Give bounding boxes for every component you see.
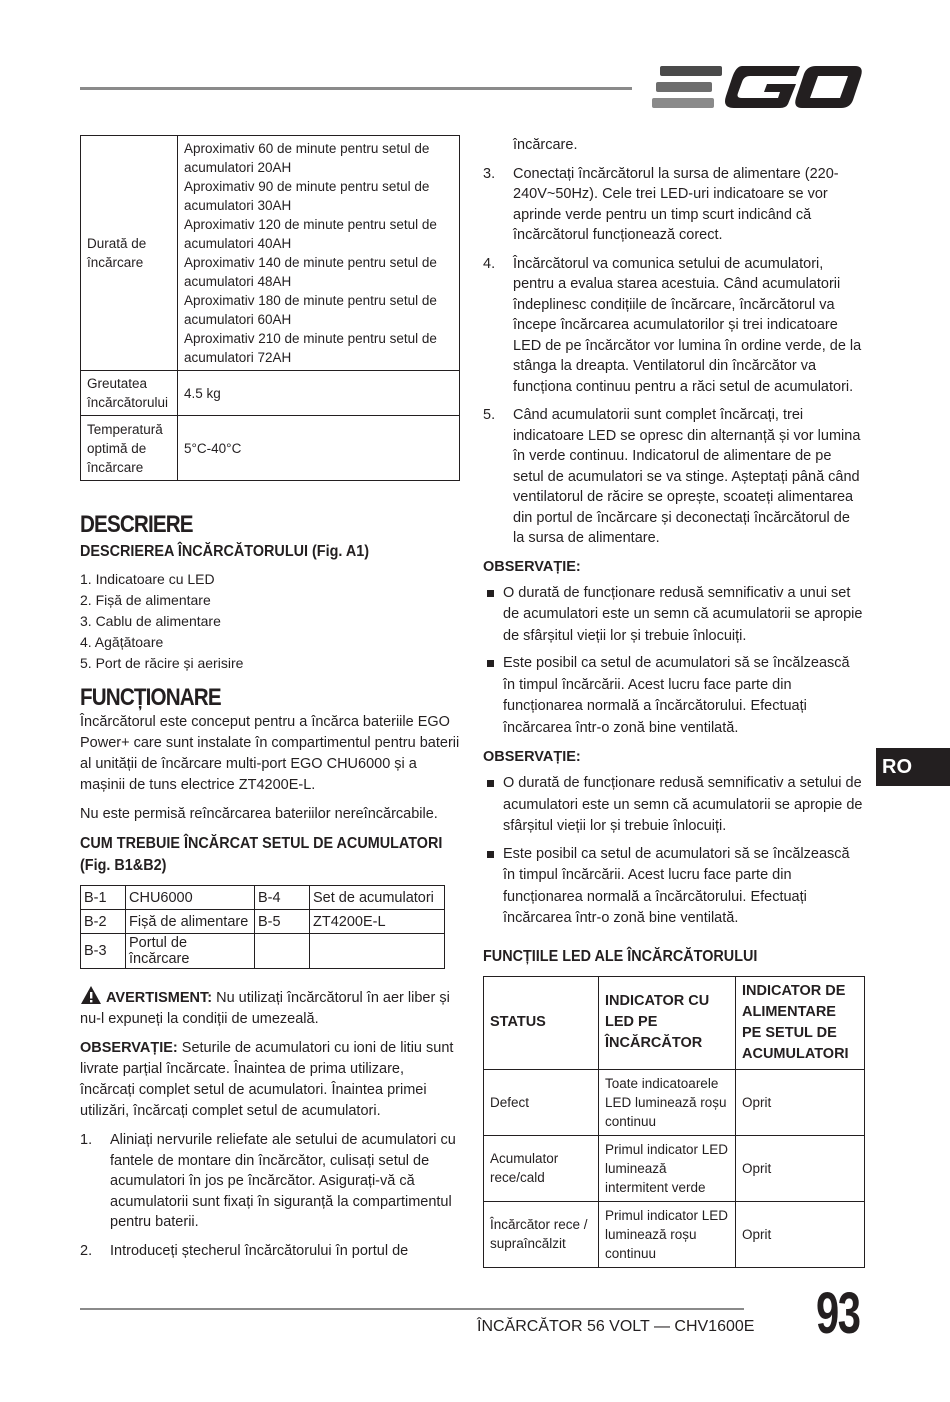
table-cell: Set de acumulatori xyxy=(310,886,445,910)
bullet-square-icon xyxy=(487,851,494,858)
steps-list-right xyxy=(483,135,865,549)
bullet-text: O durată de funcționare redusă semnificativ a setului de acumulatori este un semn că acumulatorii se apropie de sfârșitul vieții lor și trebuie înlocuiți. xyxy=(503,775,863,834)
warning-text: Nu utilizați încărcătorul în aer liber și nu-l expuneți la condiții de umezeală. xyxy=(80,990,450,1027)
page-number: 93 xyxy=(816,1281,860,1346)
section-heading-descriere: DESCRIERE xyxy=(80,511,193,538)
table-row xyxy=(81,416,460,481)
header-rule xyxy=(80,87,632,90)
led-section-heading: FUNCȚIILE LED ALE ÎNCĂRCĂTORULUI xyxy=(483,947,758,965)
list-item xyxy=(483,653,865,739)
language-tab: RO xyxy=(876,748,950,786)
list-item xyxy=(483,583,865,648)
spec-line: Aproximativ 60 de minute pentru setul de xyxy=(184,141,430,156)
steps-list-left xyxy=(80,1130,462,1261)
bullet-text: Este posibil ca setul de acumulatori să se încălzească în timpul încărcării. Acest lucru face parte din funcționarea normală a încărcătorului. Efectuați încărcarea într-o zonă bine ventilată. xyxy=(503,655,850,736)
spec-label: Temperatură optimă de încărcare xyxy=(81,416,178,481)
spec-line: Aproximativ 180 de minute pentru setul de xyxy=(184,293,437,308)
bullet-text: Este posibil ca setul de acumulatori să se încălzească în timpul încărcării. Acest lucru face parte din funcționarea normală a încărcătorului. Efectuați încărcarea într-o zonă bine ventilată. xyxy=(503,845,850,926)
paragraph: Încărcătorul este conceput pentru a încărca bateriile EGO Power+ care sunt instalate în compartimentul pentru baterii al unității de încărcare multi-port EGO CHU6000 și a mașinii de tuns electrice ZT4200E-L. xyxy=(80,714,460,793)
table-cell: Acumulator rece/cald xyxy=(484,1135,599,1201)
spec-line: acumulatori 72AH xyxy=(184,350,292,365)
subheading-descrierea: DESCRIEREA ÎNCĂRCĂTORULUI (Fig. A1) xyxy=(80,543,370,560)
step-number: 3. xyxy=(483,165,496,182)
spec-line: acumulatori 20AH xyxy=(184,160,292,175)
table-cell: B-4 xyxy=(255,886,310,910)
list-item xyxy=(483,135,865,156)
table-header-cell: INDICATOR DE ALIMENTARE PE SETUL DE ACUMULATORI xyxy=(736,976,865,1069)
table-header-cell: STATUS xyxy=(484,976,599,1069)
table-cell: Defect xyxy=(484,1069,599,1135)
list-item xyxy=(483,844,865,930)
observatie-text: Seturile de acumulatori cu ioni de litiu sunt livrate parțial încărcate. Înaintea de prima utilizare, încărcați complet setul de acumulatori. Înaintea primei utilizări, încărcați complet setul de acumulatori. xyxy=(80,1040,454,1119)
spec-line: Aproximativ 210 de minute pentru setul de xyxy=(184,331,437,346)
list-item xyxy=(483,773,865,838)
warning-paragraph xyxy=(80,985,462,1030)
parts-b-table xyxy=(80,885,445,969)
step-number: 1. xyxy=(80,1132,93,1148)
list-item: 1. Indicatoare cu LED xyxy=(80,571,215,587)
step-number: 5. xyxy=(483,407,496,423)
table-cell: Primul indicator LED luminează roșu continuu xyxy=(599,1201,736,1267)
table-cell xyxy=(255,934,310,969)
list-item xyxy=(483,405,865,549)
spec-line: Aproximativ 90 de minute pentru setul de xyxy=(184,179,430,194)
parts-list xyxy=(80,569,462,674)
bullet-text: O durată de funcționare redusă semnificativ a unui set de acumulatori este un semn că acumulatorii se apropie de sfârșitul vieții lor și trebuie înlocuiți. xyxy=(503,584,863,644)
bullet-square-icon xyxy=(487,590,494,597)
spec-label: Greutatea încărcătorului xyxy=(81,371,178,416)
table-cell: Oprit xyxy=(736,1201,865,1267)
table-row xyxy=(81,934,445,969)
spec-value: 5°C-40°C xyxy=(178,416,460,481)
footer-title: ÎNCĂRCĂTOR 56 VOLT — CHV1600E xyxy=(477,1318,755,1335)
bullet-list xyxy=(483,773,865,930)
table-row xyxy=(484,1135,865,1201)
spec-line: acumulatori 30AH xyxy=(184,198,292,213)
paragraph: Nu este permisă reîncărcarea bateriilor nereîncărcabile. xyxy=(80,806,438,822)
table-cell: ZT4200E-L xyxy=(310,910,445,934)
step-text: Când acumulatorii sunt complet încărcați, trei indicatoare LED se opresc din alternanță și vor lumina în verde continuu. Indicatorul de alimentare de pe setul de acumulatori se va stinge. Așteptați până când ventilatorul de răcire se oprește, scoateți alimentarea din portul de încărcare și deconectați încărcătorul de la sursa de alimentare. xyxy=(513,407,861,546)
table-header-row xyxy=(484,976,865,1069)
table-row xyxy=(484,1201,865,1267)
table-cell: B-5 xyxy=(255,910,310,934)
step-text: Conectați încărcătorul la sursa de alimentare (220-240V~50Hz). Cele trei LED-uri indicatoare se vor aprinde verde pentru un timp scurt indicând că încărcătorul funcționează corect. xyxy=(513,165,839,243)
table-cell: B-2 xyxy=(81,910,126,934)
spec-value xyxy=(178,136,460,371)
list-item xyxy=(80,1130,462,1233)
section-heading-functionare: FUNCȚIONARE xyxy=(80,684,221,711)
spec-line: Aproximativ 120 de minute pentru setul de xyxy=(184,217,437,232)
bullet-square-icon xyxy=(487,660,494,667)
step-number: 4. xyxy=(483,255,496,272)
step-text: Aliniați nervurile reliefate ale setului de acumulatori cu fantele de montare din încărcător, culisați setul de acumulatori în jos pe încărcător. Asigurați-vă că acumulatorii sunt fixați în siguranță la compartimentul pentru baterii. xyxy=(110,1132,456,1230)
table-row xyxy=(81,886,445,910)
step-text: Introduceți ștecherul încărcătorului în portul de xyxy=(110,1242,409,1259)
list-item: 5. Port de răcire și aerisire xyxy=(80,655,244,671)
spec-line: acumulatori 48AH xyxy=(184,274,292,289)
spec-label: Durată de încărcare xyxy=(81,136,178,371)
spec-value: 4.5 kg xyxy=(178,371,460,416)
right-column xyxy=(483,135,865,1268)
spec-line: acumulatori 40AH xyxy=(184,236,292,251)
bullet-square-icon xyxy=(487,780,494,787)
table-header-cell: INDICATOR CU LED PE ÎNCĂRCĂTOR xyxy=(599,976,736,1069)
spec-table xyxy=(80,135,460,481)
table-cell xyxy=(310,934,445,969)
table-cell: Oprit xyxy=(736,1135,865,1201)
observatie-heading: OBSERVAȚIE: xyxy=(483,749,581,765)
list-item xyxy=(483,254,865,398)
table-row xyxy=(81,910,445,934)
step-text: Încărcătorul va comunica setului de acumulatori, pentru a evalua starea acestuia. Când acumulatorii îndeplinesc condițiile de încărcare, încărcătorul va începe încărcarea acumulatorilor și trei indicatoare LED de pe încărcător vor lumina în ordine verde, de la stânga la dreapta. Ventilatorul din încărcător va funcționa continuu pentru a răci setul de acumulatori. xyxy=(513,255,862,395)
spec-line: acumulatori 60AH xyxy=(184,312,292,327)
observatie-label: OBSERVAȚIE: xyxy=(80,1040,178,1056)
table-row xyxy=(484,1069,865,1135)
warning-label: AVERTISMENT: xyxy=(106,990,213,1006)
table-cell: Oprit xyxy=(736,1069,865,1135)
subheading-fig: (Fig. B1&B2) xyxy=(80,857,167,874)
bullet-list xyxy=(483,583,865,740)
footer-rule xyxy=(80,1308,744,1310)
table-cell: B-3 xyxy=(81,934,126,969)
table-cell: Încărcător rece / supraîncălzit xyxy=(484,1201,599,1267)
ego-logo xyxy=(650,60,865,115)
table-cell: Toate indicatoarele LED luminează roșu continuu xyxy=(599,1069,736,1135)
table-cell: Fișă de alimentare xyxy=(126,910,255,934)
subheading-charging: CUM TREBUIE ÎNCĂRCAT SETUL DE ACUMULATORI xyxy=(80,835,443,852)
list-item xyxy=(80,1241,462,1262)
table-cell: CHU6000 xyxy=(126,886,255,910)
table-cell: B-1 xyxy=(81,886,126,910)
table-cell: Portul de încărcare xyxy=(126,934,255,969)
step-number: 2. xyxy=(80,1242,93,1259)
table-row xyxy=(81,371,460,416)
warning-icon xyxy=(80,985,102,1005)
table-cell: Primul indicator LED luminează intermitent verde xyxy=(599,1135,736,1201)
list-item: 4. Agățătoare xyxy=(80,634,164,650)
list-item: 2. Fișă de alimentare xyxy=(80,592,211,608)
spec-line: Aproximativ 140 de minute pentru setul de xyxy=(184,255,437,270)
left-column xyxy=(80,135,462,1269)
list-item: 3. Cablu de alimentare xyxy=(80,613,221,629)
observatie-paragraph xyxy=(80,1038,462,1122)
step-text: încărcare. xyxy=(513,137,578,153)
table-row xyxy=(81,136,460,371)
list-item xyxy=(483,164,865,246)
observatie-heading: OBSERVAȚIE: xyxy=(483,558,581,575)
led-table xyxy=(483,976,865,1268)
